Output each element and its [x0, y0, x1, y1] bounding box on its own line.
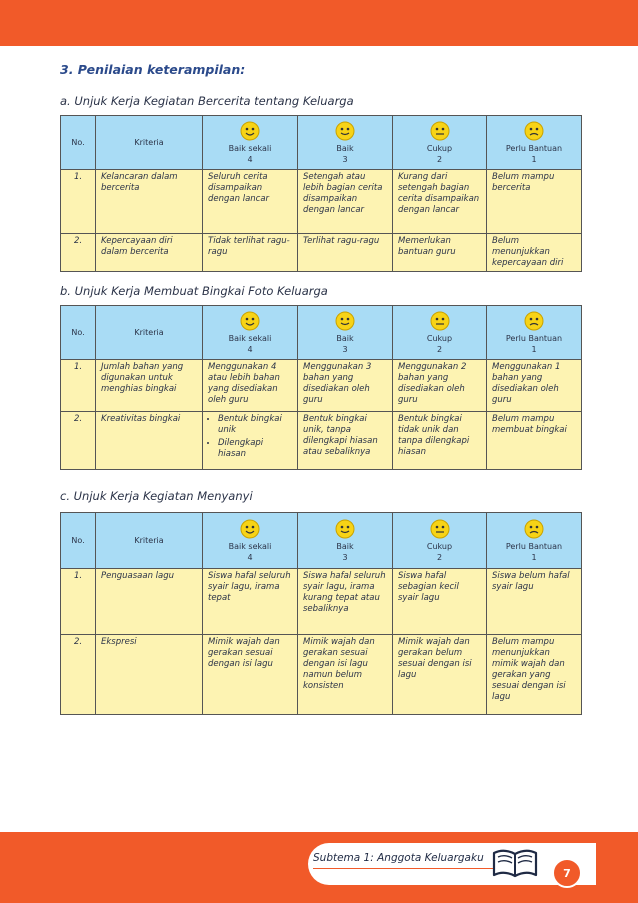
row-number: 2.	[61, 635, 96, 715]
col-kriteria-header: Kriteria	[96, 116, 203, 170]
list-item: • Dilengkapi hiasan	[218, 438, 292, 460]
level-2-cell: Menggunakan 2 bahan yang disediakan oleh guru	[393, 360, 487, 412]
col-no-header: No.	[61, 513, 96, 569]
col-level-3-header: Baik 3	[298, 513, 393, 569]
table-row	[61, 412, 582, 470]
row-number: 1.	[61, 360, 96, 412]
table-header-row	[61, 513, 582, 569]
col-level-1-header: Perlu Bantuan 1	[487, 306, 582, 360]
smiley-face-icon	[524, 311, 544, 331]
col-kriteria-header: Kriteria	[96, 306, 203, 360]
level-3-cell: Setengah atau lebih bagian cerita disampaikan dengan lancar	[298, 170, 393, 234]
table-b-title: b. Unjuk Kerja Membuat Bingkai Foto Keluarga	[60, 284, 328, 298]
criteria-cell: Ekspresi	[96, 635, 203, 715]
smiley-face-icon	[240, 121, 260, 141]
smiley-face-icon	[430, 121, 450, 141]
row-number: 2.	[61, 412, 96, 470]
level-1-cell: Siswa belum hafal syair lagu	[487, 569, 582, 635]
col-no-header: No.	[61, 306, 96, 360]
level-3-cell: Bentuk bingkai unik, tanpa dilengkapi hiasan atau sebaliknya	[298, 412, 393, 470]
level-4-cell: Seluruh cerita disampaikan dengan lancar	[203, 170, 298, 234]
level-1-cell: Belum menunjukkan kepercayaan diri	[487, 234, 582, 272]
smiley-face-icon	[524, 519, 544, 539]
table-row	[61, 360, 582, 412]
col-level-2-header: Cukup 2	[393, 306, 487, 360]
table-header-row	[61, 116, 582, 170]
level-3-cell: Mimik wajah dan gerakan sesuai dengan isi lagu namun belum konsisten	[298, 635, 393, 715]
smiley-face-icon	[335, 311, 355, 331]
top-banner	[0, 0, 638, 46]
smiley-face-icon	[335, 519, 355, 539]
level-2-cell: Bentuk bingkai tidak unik dan tanpa dilengkapi hiasan	[393, 412, 487, 470]
level-2-cell: Mimik wajah dan gerakan belum sesuai dengan isi lagu	[393, 635, 487, 715]
level-4-cell: Mimik wajah dan gerakan sesuai dengan isi lagu	[203, 635, 298, 715]
smiley-face-icon	[240, 311, 260, 331]
table-row	[61, 569, 582, 635]
rubric-table-a	[60, 115, 582, 272]
criteria-cell: Jumlah bahan yang digunakan untuk menghias bingkai	[96, 360, 203, 412]
col-level-4-header: Baik sekali 4	[203, 306, 298, 360]
col-level-3-header: Baik 3	[298, 116, 393, 170]
row-number: 2.	[61, 234, 96, 272]
level-1-cell: Belum mampu membuat bingkai	[487, 412, 582, 470]
col-no-header: No.	[61, 116, 96, 170]
smiley-face-icon	[335, 121, 355, 141]
col-level-2-header: Cukup 2	[393, 513, 487, 569]
table-row	[61, 170, 582, 234]
rubric-table-b	[60, 305, 582, 470]
open-book-icon	[490, 845, 540, 881]
section-heading: 3. Penilaian keterampilan:	[60, 62, 246, 77]
col-kriteria-header: Kriteria	[96, 513, 203, 569]
level-3-cell: Siswa hafal seluruh syair lagu, irama kurang tepat atau sebaliknya	[298, 569, 393, 635]
list-item: • Bentuk bingkai unik	[218, 414, 292, 436]
criteria-cell: Penguasaan lagu	[96, 569, 203, 635]
level-2-cell: Memerlukan bantuan guru	[393, 234, 487, 272]
criteria-cell: Kepercayaan diri dalam bercerita	[96, 234, 203, 272]
table-row	[61, 635, 582, 715]
level-3-cell: Terlihat ragu-ragu	[298, 234, 393, 272]
smiley-face-icon	[430, 311, 450, 331]
table-row	[61, 234, 582, 272]
smiley-face-icon	[430, 519, 450, 539]
level-1-cell: Belum mampu menunjukkan mimik wajah dan gerakan yang sesuai dengan isi lagu	[487, 635, 582, 715]
table-header-row	[61, 306, 582, 360]
criteria-cell: Kelancaran dalam bercerita	[96, 170, 203, 234]
smiley-face-icon	[524, 121, 544, 141]
smiley-face-icon	[240, 519, 260, 539]
col-level-2-header: Cukup 2	[393, 116, 487, 170]
level-4-cell: Tidak terlihat ragu-ragu	[203, 234, 298, 272]
level-4-cell	[203, 412, 298, 470]
row-number: 1.	[61, 569, 96, 635]
page-number: 7	[552, 858, 582, 888]
table-a-title: a. Unjuk Kerja Kegiatan Bercerita tentang Keluarga	[60, 94, 354, 108]
level-4-cell: Menggunakan 4 atau lebih bahan yang disediakan oleh guru	[203, 360, 298, 412]
table-c-title: c. Unjuk Kerja Kegiatan Menyanyi	[60, 489, 253, 503]
col-level-1-header: Perlu Bantuan 1	[487, 116, 582, 170]
level-1-cell: Belum mampu bercerita	[487, 170, 582, 234]
col-level-3-header: Baik 3	[298, 306, 393, 360]
criteria-cell: Kreativitas bingkai	[96, 412, 203, 470]
level-2-cell: Kurang dari setengah bagian cerita disampaikan dengan lancar	[393, 170, 487, 234]
col-level-1-header: Perlu Bantuan 1	[487, 513, 582, 569]
level-3-cell: Menggunakan 3 bahan yang disediakan oleh guru	[298, 360, 393, 412]
subtheme-label: Subtema 1: Anggota Keluargaku	[313, 852, 484, 864]
level-4-cell: Siswa hafal seluruh syair lagu, irama tepat	[203, 569, 298, 635]
bullet-list	[208, 414, 292, 460]
rubric-table-c	[60, 512, 582, 715]
col-level-4-header: Baik sekali 4	[203, 513, 298, 569]
col-level-4-header: Baik sekali 4	[203, 116, 298, 170]
level-1-cell: Menggunakan 1 bahan yang disediakan oleh guru	[487, 360, 582, 412]
row-number: 1.	[61, 170, 96, 234]
footer-divider	[313, 868, 493, 869]
level-2-cell: Siswa hafal sebagian kecil syair lagu	[393, 569, 487, 635]
